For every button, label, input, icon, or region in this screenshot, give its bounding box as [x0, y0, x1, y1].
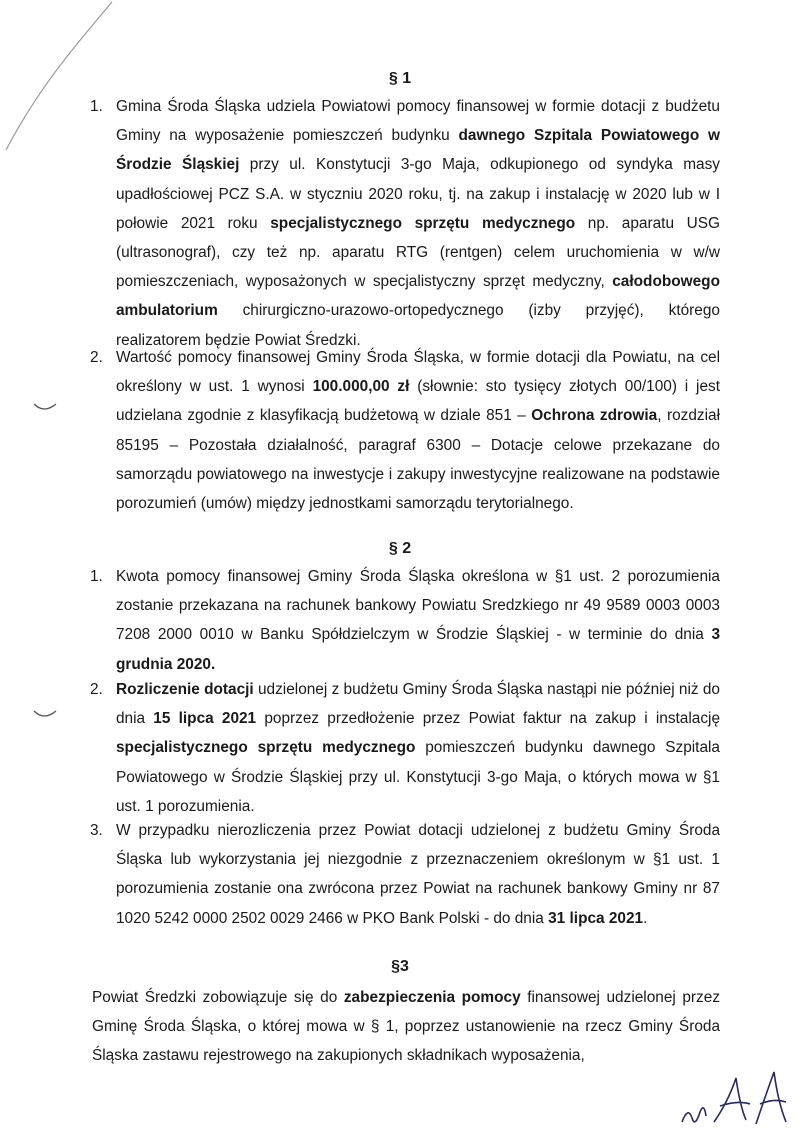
bold-text-segment: całodobowego ambulatorium — [116, 273, 720, 320]
section-2-item-1 — [90, 562, 720, 679]
bold-text-segment: dawnego Szpitala Powiatowego w Środzie Śląskiej — [116, 127, 720, 174]
item-number: 3. — [90, 822, 103, 839]
bold-text-segment: 3 grudnia 2020. — [116, 626, 720, 673]
item-number: 1. — [90, 98, 103, 115]
text-segment: . — [643, 909, 648, 927]
bold-text-segment: specjalistycznego sprzętu medycznego — [116, 739, 416, 757]
text-segment: Wartość pomocy finansowej Gminy Środa Śląska, w formie dotacji dla Powiatu, na cel określony w ust. 1 wynosi — [116, 349, 720, 396]
text-segment: przy ul. Konstytucji 3-go Maja, odkupionego od syndyka masy upadłościowej PCZ S.A. w styczniu 2020 roku, tj. na zakup i instalację w 2020 lub w I połowie 2021 roku — [116, 156, 720, 232]
margin-mark-bottom — [30, 705, 60, 725]
text-segment: np. aparatu USG (ultrasonograf), czy też np. aparatu RTG (rentgen) celem uruchomienia w w/w pomieszczeniach, wyposażonych w specjalistyczny sprzęt medyczny, — [116, 214, 720, 291]
text-segment: W przypadku nierozliczenia przez Powiat dotacji udzielonej z budżetu Gminy Środa Śląska lub wykorzystania jej niezgodnie z przeznaczeniem określonym w §1 ust. 1 porozumienia zostanie ona zwrócona przez Powiat na rachunek bankowy Gminy nr 87 1020 5242 0000 2502 0029 2466 w PKO Bank Polski - do dnia — [116, 822, 720, 927]
bold-text-segment: 100.000,00 zł — [312, 378, 410, 396]
bold-text-segment: zabezpieczenia pomocy — [343, 989, 521, 1006]
margin-mark-top — [30, 398, 60, 418]
text-segment: pomieszczeń budynku dawnego Szpitala Powiatowego w Środzie Śląskiej przy ul. Konstytucji 3-go Maja, o których mowa w §1 ust. 1 porozumienia. — [116, 739, 720, 815]
text-segment: chirurgiczno-urazowo-ortopedycznego (izby przyjęć), którego realizatorem będzie Powiat Średzki. — [116, 302, 720, 349]
section-2-heading: § 2 — [388, 540, 412, 557]
text-segment: Gmina Środa Śląska udziela Powiatowi pomocy finansowej w formie dotacji z budżetu Gminy na wyposażenie pomieszczeń budynku — [116, 98, 720, 145]
section-2-item-2 — [90, 675, 720, 821]
text-segment: , rozdział 85195 – Pozostała działalność, paragraf 6300 – Dotacje celowe przekazane do samorządu powiatowego na inwestycje i zakupy inwestycyjne realizowane na podstawie porozumień (umów) między jednostkami samorządu terytorialnego. — [116, 407, 720, 513]
bold-text-segment: 31 lipca 2021 — [548, 909, 644, 927]
section-1-item-2 — [90, 343, 720, 518]
section-1-item-1 — [90, 92, 720, 355]
text-segment: Kwota pomocy finansowej Gminy Środa Śląska określona w §1 ust. 2 porozumienia zostanie przekazana na rachunek bankowy Powiatu Sredzkiego nr 49 9589 0003 0003 7208 2000 0010 w Banku Spółdzielczym w Środzie Śląskiej - w terminie do dnia — [116, 568, 720, 644]
text-segment: (słownie: sto tysięcy złotych 00/100) i jest udzielana zgodnie z klasyfikacją budżetową w dziale 851 – — [116, 378, 720, 425]
text-segment: poprzez przedłożenie przez Powiat faktur na zakup i instalację — [256, 710, 720, 728]
item-number: 2. — [90, 349, 103, 366]
text-segment: finansowej udzielonej przez Gminę Środa Śląska, o której mowa w § 1, poprzez ustanowienie na rzecz Gminy Środa Śląska zastawu rejestrowego na zakupionych składnikach wyposażenia, — [92, 989, 721, 1065]
section-2-item-3 — [90, 816, 720, 933]
text-segment: Powiat Średzki zobowiązuje się do — [92, 989, 344, 1006]
section-1-heading: § 1 — [388, 70, 412, 87]
section-3-heading: §3 — [391, 958, 409, 975]
item-number: 1. — [90, 568, 103, 585]
text-segment: udzielonej z budżetu Gminy Środa Śląska nastąpi nie później niż do dnia — [116, 681, 720, 728]
bold-text-segment: Ochrona zdrowia — [531, 407, 658, 425]
handwritten-initials — [676, 1062, 794, 1132]
bold-text-segment: specjalistycznego sprzętu medycznego — [270, 214, 576, 232]
bold-text-segment: 15 lipca 2021 — [153, 710, 257, 728]
bold-text-segment: Rozliczenie dotacji — [116, 681, 254, 698]
section-3-paragraph — [92, 983, 720, 1071]
item-number: 2. — [90, 681, 103, 698]
